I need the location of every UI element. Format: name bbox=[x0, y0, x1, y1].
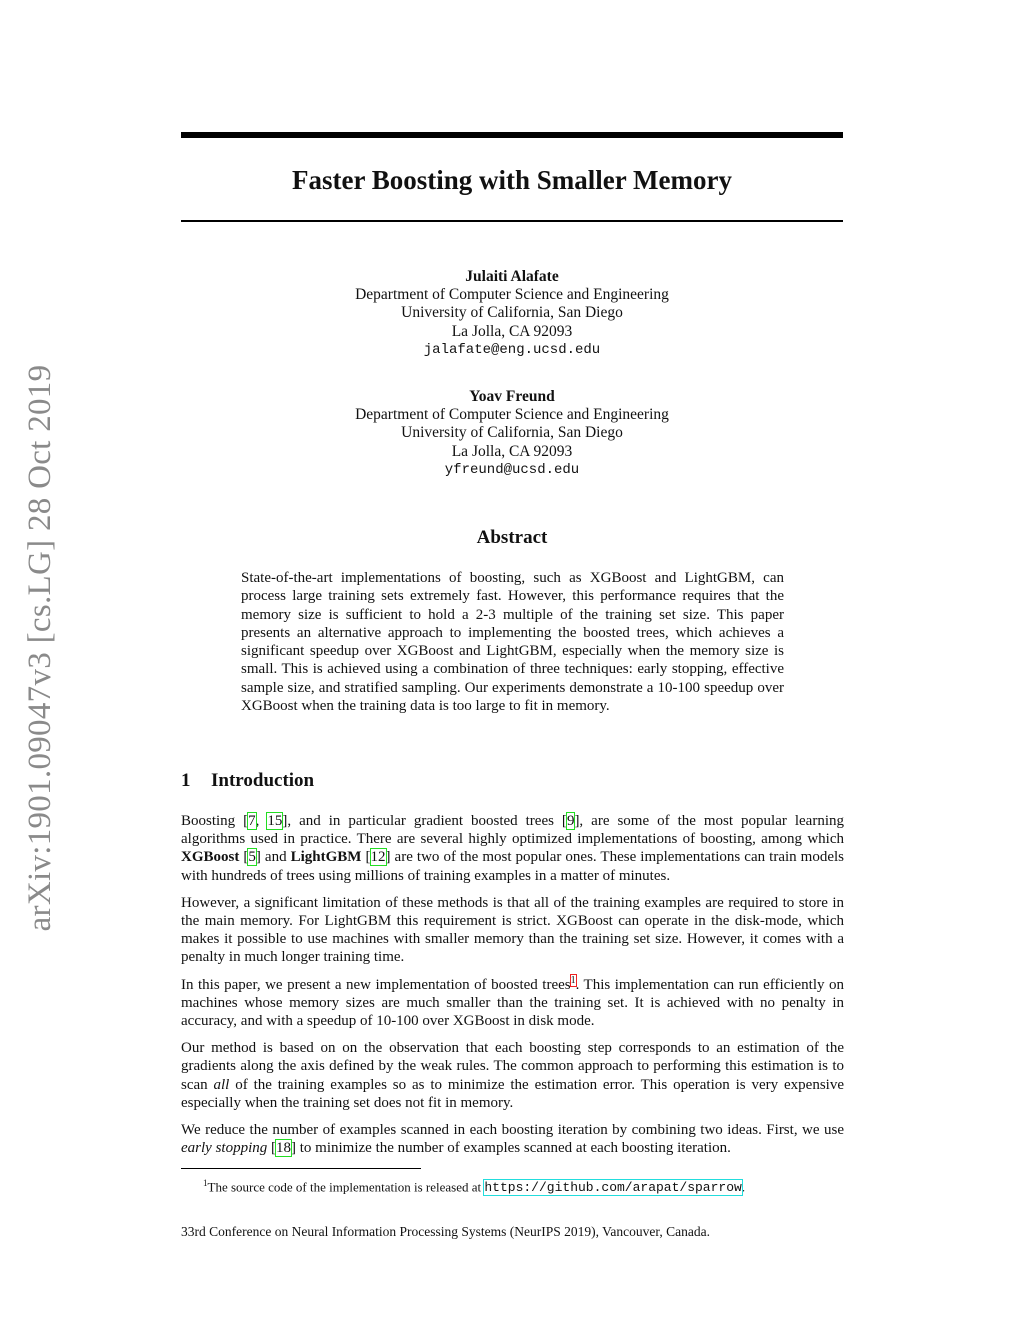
abstract-heading: Abstract bbox=[476, 527, 548, 548]
body-text bbox=[181, 812, 844, 1166]
footnote-url-link[interactable]: https://github.com/arapat/sparrow bbox=[484, 1180, 742, 1196]
paragraph: We reduce the number of examples scanned in each boosting iteration by combining two ideas. First, we use early stopping [18] to minimize the number of examples scanned at each boosting iteration. bbox=[181, 1122, 844, 1157]
citation-link[interactable]: 15 bbox=[267, 813, 283, 829]
author-name: Julaiti Alafate bbox=[465, 268, 559, 285]
paragraph: Boosting [7, 15], and in particular gradient boosted trees [9], are some of the most popular learning algorithms used in practice. There are several highly optimized implementations of boosting, among which XGBoost [5] and LightGBM [12] are two of the most popular ones. These implementations can train models with hundreds of trees using millions of training examples in a matter of minutes. bbox=[181, 813, 845, 884]
paper-title: Faster Boosting with Smaller Memory bbox=[292, 165, 732, 195]
title-rule-top bbox=[181, 132, 843, 138]
footnote-mark: 1 bbox=[203, 1178, 208, 1188]
title-rule-bottom bbox=[181, 220, 843, 222]
author-university: University of California, San Diego bbox=[401, 304, 623, 322]
paragraph: Our method is based on on the observation that each boosting step corresponds to an estimation of the gradients along the axis defined by the weak rules. The common approach to performing this estimation is to scan all of the training examples so as to minimize the estimation error. This operation is very expensive especially when the training set does not fit in memory. bbox=[181, 1040, 844, 1111]
paragraph: However, a significant limitation of these methods is that all of the training examples are required to store in the main memory. For LightGBM this requirement is strict. XGBoost can operate in the disk-mode, which makes it possible to use machines with smaller memory than the training set size. However, it comes with a penalty in much longer training time. bbox=[181, 894, 844, 966]
paragraph: In this paper, we present a new implementation of boosted trees$^1$. This implementation can run efficiently on machines whose memory sizes are much smaller than the training set. It is achieved with no penalty in accuracy, and with a speedup of 10-100 over XGBoost in disk mode. bbox=[181, 974, 844, 1030]
footnote: $^1$The source code of the implementation is released at https://github.com/arapat/sparrow. bbox=[203, 1178, 746, 1196]
citation-link[interactable]: 7 bbox=[248, 813, 256, 829]
author-department: Department of Computer Science and Engineering bbox=[355, 406, 669, 424]
author-name: Yoav Freund bbox=[469, 388, 555, 405]
section-title: Introduction bbox=[211, 770, 315, 791]
section-number: 1 bbox=[181, 770, 191, 791]
author-university: University of California, San Diego bbox=[401, 424, 623, 442]
footnote-rule bbox=[181, 1168, 421, 1169]
author-block-1 bbox=[181, 268, 843, 359]
footnote-link[interactable]: 1 bbox=[570, 974, 576, 986]
author-address: La Jolla, CA 92093 bbox=[451, 322, 573, 340]
author-email[interactable]: jalafate@eng.ucsd.edu bbox=[423, 341, 601, 358]
abstract-text: State-of-the-art implementations of boosting, such as XGBoost and LightGBM, can process large training sets extremely fast. However, this performance requires that the memory size is sufficient to hold a 2-3 multiple of the training set size. This paper presents an alternative approach to implementing the boosted trees, which achieves a significant speedup over XGBoost and LightGBM, especially when the memory size is small. This is achieved using a combination of three techniques: early stopping, effective sample size, and stratified sampling. Our experiments demonstrate a 10-100 speedup over XGBoost when the training data is too large to fit in memory. bbox=[241, 570, 784, 715]
author-email[interactable]: yfreund@ucsd.edu bbox=[444, 461, 580, 478]
author-department: Department of Computer Science and Engineering bbox=[355, 286, 669, 304]
arxiv-watermark: arXiv:1901.09047v3 [cs.LG] 28 Oct 2019 bbox=[22, 364, 58, 932]
citation-link[interactable]: 5 bbox=[248, 849, 256, 866]
conference-footer: 33rd Conference on Neural Information Processing Systems (NeurIPS 2019), Vancouver, Canada. bbox=[181, 1224, 710, 1239]
author-block-2 bbox=[181, 388, 843, 479]
citation-link[interactable]: 9 bbox=[566, 813, 575, 829]
citation-link[interactable]: 12 bbox=[370, 849, 386, 866]
author-address: La Jolla, CA 92093 bbox=[451, 442, 573, 460]
section-heading bbox=[181, 770, 314, 792]
citation-link[interactable]: 18 bbox=[276, 1140, 291, 1157]
